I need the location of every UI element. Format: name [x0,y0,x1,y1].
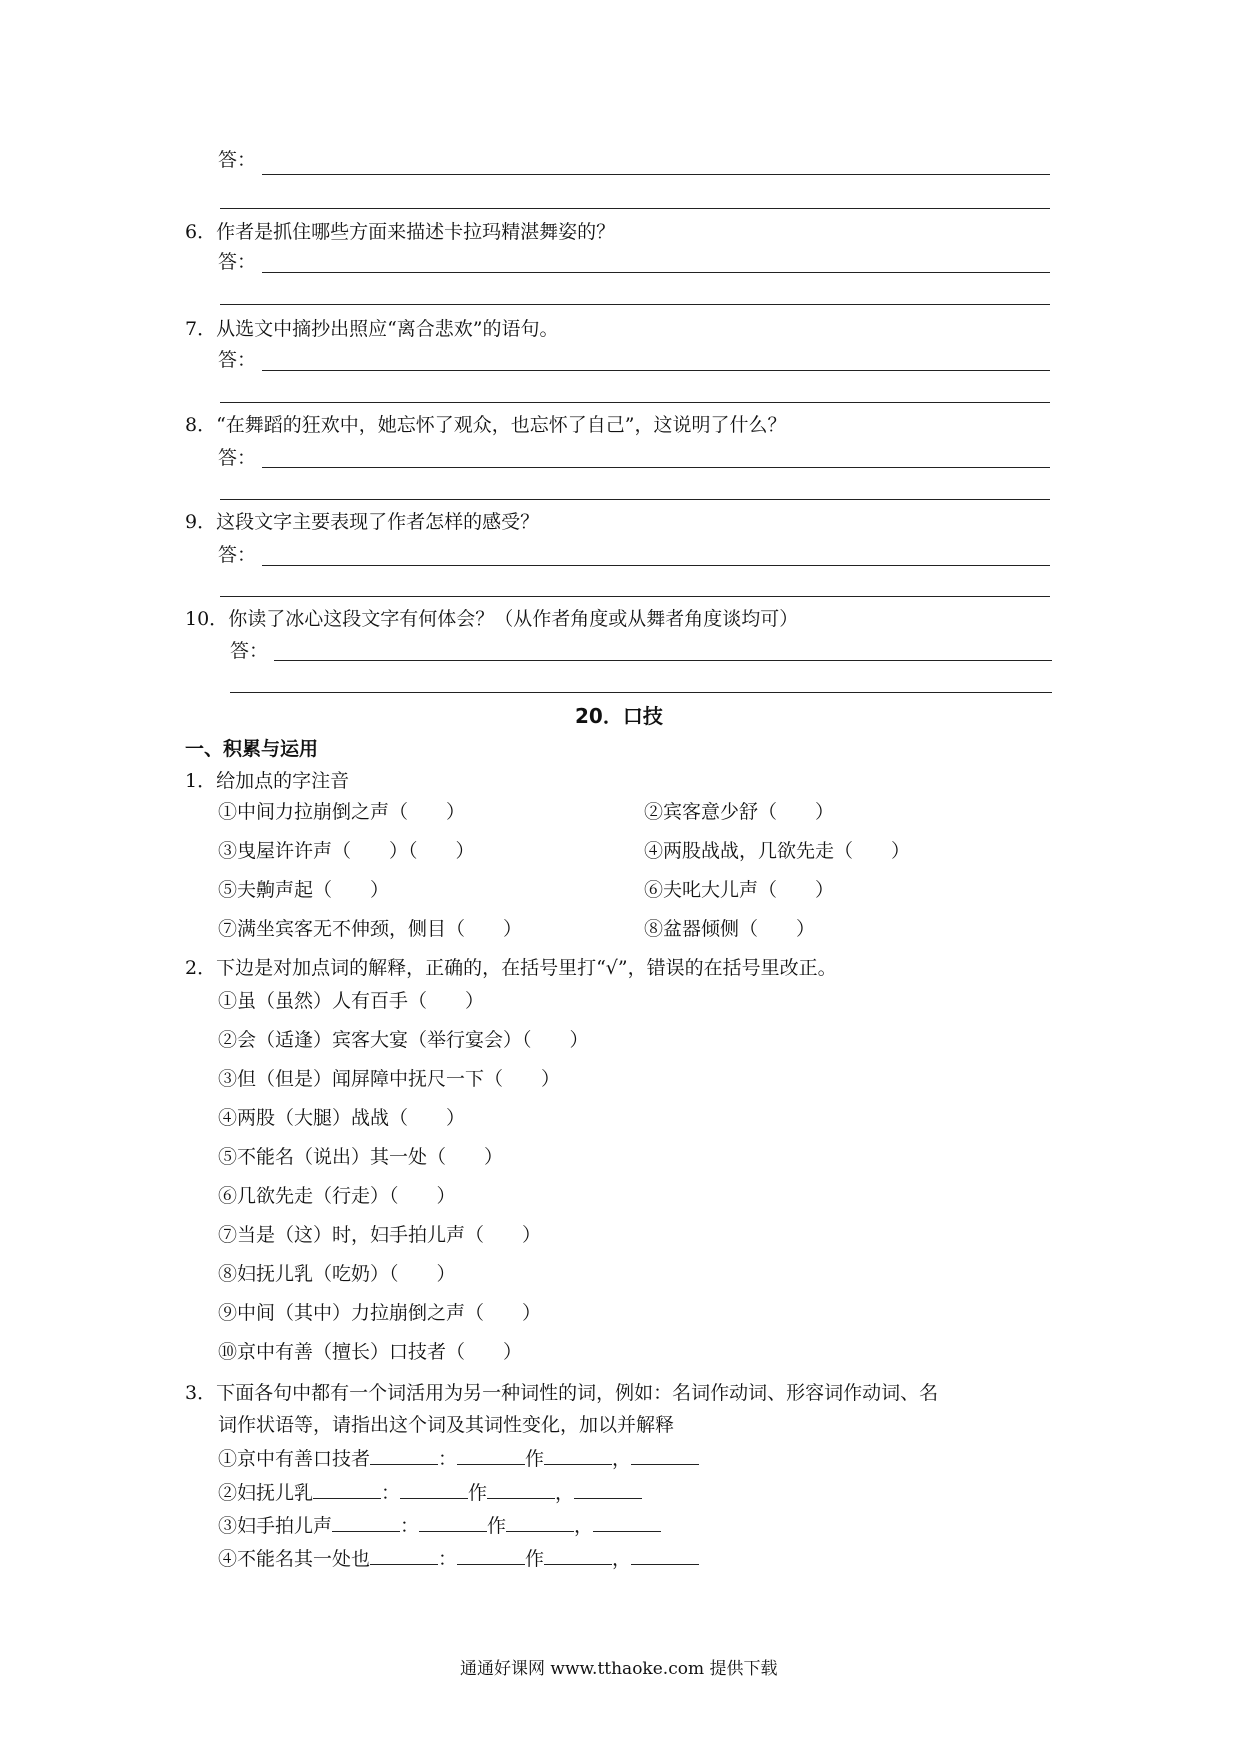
q1-item-6: ⑥夫叱大儿声（ ） [644,879,835,901]
answer-line [262,370,1050,371]
answer-line [220,596,1050,597]
question-10 [185,607,798,631]
q2-item-5: ⑤不能名（说出）其一处（ ） [218,1146,504,1168]
answer-line [274,660,1052,661]
q1-prompt [185,769,349,793]
question-text: “在舞蹈的狂欢中，她忘怀了观众，也忘怀了自己”，这说明了什么？ [216,414,787,436]
q3-sentence: ①京中有善口技者 [218,1448,371,1470]
question-text: 你读了冰心这段文字有何体会？（从作者角度或从舞者角度谈均可） [228,608,799,630]
blank [631,1546,699,1565]
question-number: 7． [185,318,217,340]
q3-comma: ， [555,1482,575,1504]
answer-line [220,208,1050,209]
q3-zuo: 作 [525,1448,545,1470]
answer-line [230,692,1052,693]
blank [313,1480,381,1499]
blank [419,1513,487,1532]
q1-item-4: ④两股战战，几欲先走（ ） [644,840,911,862]
blank [544,1546,612,1565]
blank [457,1546,525,1565]
q2-item-3: ③但（但是）闻屏障中抚尺一下（ ） [218,1068,561,1090]
answer-line [220,402,1050,403]
question-number: 1． [185,770,217,792]
answer-line [220,499,1050,500]
q3-sentence: ④不能名其一处也 [218,1548,371,1570]
answer-label: 答： [218,447,257,469]
question-7 [185,317,559,341]
question-number: 8． [185,414,217,436]
q3-zuo: 作 [468,1482,488,1504]
q3-item-3 [218,1513,661,1538]
q2-item-1: ①虽（虽然）人有百手（ ） [218,990,485,1012]
q2-item-7: ⑦当是（这）时，妇手拍儿声（ ） [218,1224,542,1246]
q2-prompt [185,956,837,980]
question-9 [185,510,539,534]
q3-prompt [185,1381,938,1405]
question-number: 2． [185,957,217,979]
q1-item-3: ③曳屋许许声（ ）（ ） [218,840,475,862]
question-text: 给加点的字注音 [216,770,350,792]
answer-line [220,304,1050,305]
q3-item-1 [218,1446,699,1471]
q2-item-4: ④两股（大腿）战战（ ） [218,1107,466,1129]
q3-prompt-cont: 词作状语等，请指出这个词及其词性变化，加以并解释 [218,1414,675,1436]
blank [370,1446,438,1465]
answer-label: 答： [218,544,257,566]
q3-zuo: 作 [525,1548,545,1570]
q2-item-10: ⑩京中有善（擅长）口技者（ ） [218,1341,523,1363]
blank [593,1513,661,1532]
blank [400,1480,468,1499]
q3-comma: ， [612,1548,632,1570]
q3-sentence: ③妇手拍儿声 [218,1515,333,1537]
answer-line [262,467,1050,468]
q3-colon: ： [438,1448,458,1470]
answer-label: 答： [218,251,257,273]
q3-colon: ： [400,1515,420,1537]
question-8 [185,413,787,437]
q1-item-5: ⑤夫齁声起（ ） [218,879,390,901]
question-text: 下面各句中都有一个词活用为另一种词性的词，例如：名词作动词、形容词作动词、名 [216,1382,939,1404]
section-title: 一、积累与运用 [185,738,319,760]
question-number: 10． [185,608,229,630]
question-number: 6． [185,221,217,243]
q2-item-9: ⑨中间（其中）力拉崩倒之声（ ） [218,1302,542,1324]
blank [631,1446,699,1465]
blank [457,1446,525,1465]
answer-line [262,174,1050,175]
blank [487,1480,555,1499]
answer-label: 答： [218,349,257,371]
question-number: 9． [185,511,217,533]
question-number: 3． [185,1382,217,1404]
q2-item-6: ⑥几欲先走（行走）（ ） [218,1185,456,1207]
blank [370,1546,438,1565]
q3-item-2 [218,1480,642,1505]
q1-item-1: ①中间力拉崩倒之声（ ） [218,801,466,823]
question-text: 这段文字主要表现了作者怎样的感受？ [216,511,540,533]
q3-comma: ， [612,1448,632,1470]
q3-colon: ： [438,1548,458,1570]
blank [332,1513,400,1532]
blank [544,1446,612,1465]
question-6 [185,220,615,244]
q1-item-7: ⑦满坐宾客无不伸颈，侧目（ ） [218,918,523,940]
lesson-title: 20．口技 [575,704,663,728]
q2-item-2: ②会（适逢）宾客大宴（举行宴会）（ ） [218,1029,589,1051]
q3-zuo: 作 [487,1515,507,1537]
question-text: 从选文中摘抄出照应“离合悲欢”的语句。 [216,318,559,340]
q3-colon: ： [381,1482,401,1504]
question-text: 下边是对加点词的解释，正确的，在括号里打“√”，错误的在括号里改正。 [216,957,837,979]
q3-sentence: ②妇抚儿乳 [218,1482,314,1504]
blank [574,1480,642,1499]
question-text: 作者是抓住哪些方面来描述卡拉玛精湛舞姿的？ [216,221,616,243]
q3-comma: ， [574,1515,594,1537]
footer-text: 通通好课网 www.tthaoke.com 提供下载 [460,1659,778,1679]
answer-line [262,272,1050,273]
answer-line [262,565,1050,566]
q1-item-2: ②宾客意少舒（ ） [644,801,835,823]
q2-item-8: ⑧妇抚儿乳（吃奶）（ ） [218,1263,456,1285]
answer-label: 答： [218,149,257,171]
answer-label: 答： [230,640,269,662]
q1-item-8: ⑧盆器倾侧（ ） [644,918,816,940]
q3-item-4 [218,1546,699,1571]
blank [506,1513,574,1532]
